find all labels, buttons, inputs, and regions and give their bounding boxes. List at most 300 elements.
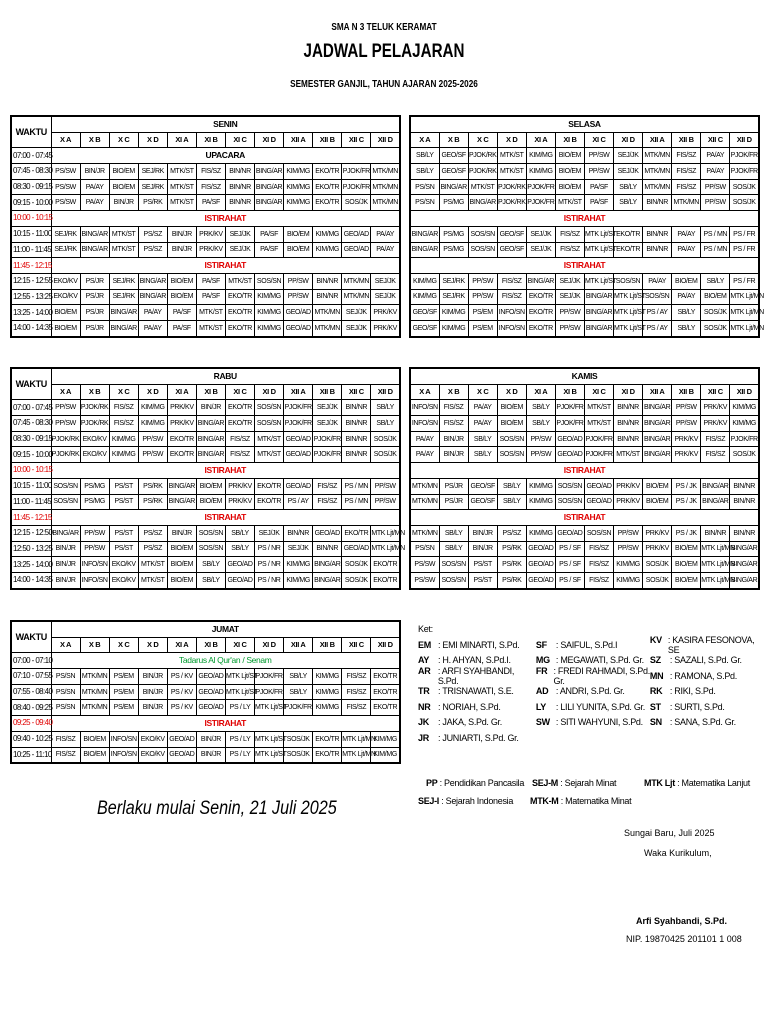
- subject-cell: BING/AR: [730, 557, 759, 573]
- subject-cell: FIS/SZ: [225, 431, 254, 447]
- teacher-name: : SAIFUL, S.Pd.I: [555, 639, 618, 650]
- abbr-code: MTK-M: [530, 796, 559, 806]
- schedule-row: [410, 164, 759, 180]
- subject-cell: BING/AR: [730, 541, 759, 557]
- subject-cell: EKO/TR: [313, 164, 342, 180]
- schedule-row: [11, 164, 400, 180]
- teacher-code: AR: [418, 665, 431, 676]
- class-header: XI B: [555, 384, 584, 400]
- legend-entry: [418, 702, 536, 712]
- subject-cell: MTK/ST: [138, 572, 167, 588]
- teacher-code: SN: [649, 717, 662, 728]
- teacher-name: : KASIRA FESONOVA, SE: [667, 634, 755, 655]
- subject-cell: PJOK/FR: [255, 684, 284, 700]
- subject-cell: GEO/AD: [526, 557, 555, 573]
- schedule-row: [410, 148, 759, 164]
- subject-cell: BIO/EM: [109, 164, 138, 180]
- subject-cell: INFO/SN: [410, 416, 439, 432]
- abbr-name: : Matematika Minat: [560, 796, 632, 806]
- subject-cell: EKO/KV: [109, 572, 138, 588]
- subject-cell: PS/RK: [138, 494, 167, 510]
- subject-cell: SEJ/RK: [439, 289, 468, 305]
- subject-cell: PRK/KV: [167, 416, 196, 432]
- subject-cell: BING/AR: [410, 242, 439, 258]
- subject-cell: PS / AY: [643, 305, 672, 321]
- legend-entry: [536, 686, 650, 696]
- subject-cell: PJOK/FR: [584, 431, 613, 447]
- subject-cell: PRK/KV: [701, 416, 730, 432]
- subject-cell: BIO/EM: [555, 179, 584, 195]
- subject-cell: SOS/JK: [284, 731, 313, 747]
- schedule-row: [11, 305, 400, 321]
- schedule-row: [410, 431, 759, 447]
- subject-cell: SEJ/JK: [284, 541, 313, 557]
- subject-cell: GEO/AD: [555, 525, 584, 541]
- class-header: XI B: [555, 132, 584, 148]
- subject-cell: PP/SW: [614, 525, 643, 541]
- subject-cell: MTK/ST: [497, 148, 526, 164]
- legend-entry: [418, 717, 536, 727]
- class-header: XI C: [584, 384, 613, 400]
- subject-cell: BIN/NR: [313, 273, 342, 289]
- subject-cell: PRK/KV: [672, 447, 701, 463]
- time-slot: 10:25 - 11:10: [11, 747, 51, 763]
- subject-cell: GEO/AD: [284, 431, 313, 447]
- subject-cell: PS/ST: [109, 541, 138, 557]
- subject-cell: GEO/SF: [439, 164, 468, 180]
- time-slot: 12:55 - 13:25: [11, 289, 51, 305]
- subject-cell: MTK Ljt/ST: [584, 242, 613, 258]
- subject-cell: EKO/KV: [138, 731, 167, 747]
- teacher-code: LY: [535, 701, 546, 712]
- abbr-name: : Sejarah Indonesia: [441, 796, 514, 806]
- class-header: X B: [439, 132, 468, 148]
- class-header: X D: [138, 384, 167, 400]
- subject-cell: FIS/SZ: [109, 400, 138, 416]
- time-slot: 10:15 - 11:00: [11, 226, 51, 242]
- day-header-row: [410, 368, 759, 384]
- subject-cell: BIO/EM: [51, 305, 80, 321]
- subject-cell: FIS/SZ: [196, 179, 225, 195]
- schedule-row: [11, 195, 400, 211]
- schedule-row: [11, 684, 400, 700]
- subject-cell: SOS/SN: [439, 557, 468, 573]
- subject-cell: MTK/ST: [196, 305, 225, 321]
- subject-cell: BIN/JR: [167, 242, 196, 258]
- subject-cell: BING/AR: [313, 557, 342, 573]
- subject-cell: BIO/EM: [497, 416, 526, 432]
- subject-cell: EKO/KV: [138, 747, 167, 763]
- class-header: XI C: [225, 637, 254, 653]
- teacher-name: : FREDI RAHMADI, S.Pd. Gr.: [553, 665, 650, 686]
- subject-cell: PA/AY: [410, 431, 439, 447]
- subject-cell: PS/SW: [51, 164, 80, 180]
- teacher-code: MN: [649, 670, 664, 681]
- schedule-row: [11, 731, 400, 747]
- day-name: KAMIS: [410, 368, 759, 384]
- subject-cell: BIN/NR: [643, 242, 672, 258]
- subject-cell: MTK/MN: [643, 148, 672, 164]
- subject-cell: SOS/JK: [730, 195, 759, 211]
- subject-cell: BIN/NR: [701, 525, 730, 541]
- legend-row: [418, 665, 758, 686]
- legend-entry: [650, 655, 758, 665]
- legend-row: [418, 634, 758, 655]
- subject-cell: MTK/MN: [410, 494, 439, 510]
- schedule-row: [410, 211, 759, 227]
- subject-cell: SB/LY: [672, 320, 701, 336]
- subject-cell: PJOK/RK: [80, 416, 109, 432]
- subject-cell: BIN/NR: [342, 416, 371, 432]
- subject-cell: SB/LY: [410, 148, 439, 164]
- subject-cell: PS/SW: [51, 179, 80, 195]
- subject-cell: PS/SW: [51, 195, 80, 211]
- subject-cell: GEO/AD: [225, 572, 254, 588]
- subject-cell: FIS/SZ: [672, 164, 701, 180]
- subject-cell: MTK Ljt/MN: [371, 541, 400, 557]
- subject-cell: FIS/SZ: [51, 747, 80, 763]
- subject-cell: PS / AY: [643, 320, 672, 336]
- subject-cell: PRK/KV: [701, 400, 730, 416]
- class-header: X D: [497, 132, 526, 148]
- subject-cell: BIO/EM: [284, 226, 313, 242]
- class-header: XII C: [701, 384, 730, 400]
- subject-cell: FIS/SZ: [196, 164, 225, 180]
- subject-cell: PS / SF: [555, 541, 584, 557]
- subject-cell: PS / JK: [672, 478, 701, 494]
- teacher-code: TR: [418, 686, 430, 697]
- subject-cell: FIS/SZ: [313, 494, 342, 510]
- class-header-row: [410, 132, 759, 148]
- subject-cell: BIO/EM: [672, 541, 701, 557]
- subject-cell: EKO/TR: [371, 572, 400, 588]
- subject-cell: PA/AY: [468, 400, 497, 416]
- subject-cell: PS/RK: [497, 557, 526, 573]
- schedule-row: [11, 716, 400, 732]
- subject-cell: PS / MN: [701, 242, 730, 258]
- subject-cell: PS / NR: [255, 557, 284, 573]
- subject-cell: PA/AY: [371, 226, 400, 242]
- subject-cell: PRK/KV: [196, 226, 225, 242]
- subject-cell: PS/EM: [468, 320, 497, 336]
- subject-cell: PRK/KV: [167, 400, 196, 416]
- class-header: X A: [51, 132, 80, 148]
- teacher-code: MG: [535, 655, 550, 666]
- subject-cell: BING/AR: [643, 400, 672, 416]
- schedule-row: [410, 557, 759, 573]
- class-header: XI C: [225, 384, 254, 400]
- subject-cell: PS / LY: [225, 700, 254, 716]
- class-header: XII A: [284, 132, 313, 148]
- class-header: XII B: [313, 384, 342, 400]
- subject-cell: KIM/MG: [313, 669, 342, 685]
- legend-row: [418, 699, 758, 715]
- subject-cell: SEJ/JK: [225, 242, 254, 258]
- subject-cell: PP/SW: [51, 400, 80, 416]
- legend-entry: [418, 640, 536, 650]
- subject-cell: PS/EM: [468, 305, 497, 321]
- subject-cell: EKO/TR: [526, 320, 555, 336]
- subject-cell: FIS/SZ: [701, 431, 730, 447]
- class-header: XI C: [225, 132, 254, 148]
- subject-cell: EKO/TR: [371, 700, 400, 716]
- subject-cell: MTK Ljt/ST: [614, 289, 643, 305]
- subject-cell: EKO/TR: [167, 447, 196, 463]
- subject-cell: PS / LY: [225, 731, 254, 747]
- legend-entry: [650, 702, 758, 712]
- subject-cell: SEJ/JK: [614, 164, 643, 180]
- subject-cell: PRK/KV: [643, 541, 672, 557]
- subject-cell: PS/SN: [51, 700, 80, 716]
- time-slot: 14:00 - 14:35: [11, 572, 51, 588]
- banner-cell: ISTIRAHAT: [410, 258, 759, 274]
- class-header: XI C: [584, 132, 613, 148]
- subject-cell: SOS/JK: [342, 195, 371, 211]
- subject-cell: BIO/EM: [643, 494, 672, 510]
- subject-cell: BIN/NR: [730, 525, 759, 541]
- subject-cell: GEO/AD: [555, 447, 584, 463]
- subject-cell: MTK/ST: [109, 242, 138, 258]
- abbr-code: SEJ-M: [532, 778, 559, 788]
- subject-cell: PA/SF: [167, 305, 196, 321]
- subject-cell: PS/ST: [468, 572, 497, 588]
- subject-cell: EKO/TR: [225, 305, 254, 321]
- subject-cell: PA/AY: [138, 320, 167, 336]
- subject-cell: BIO/EM: [167, 273, 196, 289]
- teacher-code: NR: [418, 701, 431, 712]
- subject-cell: PA/SF: [196, 195, 225, 211]
- school-name: SMA N 3 TELUK KERAMAT: [331, 22, 437, 33]
- schedule-row: [11, 494, 400, 510]
- subject-cell: BING/AR: [313, 572, 342, 588]
- subject-cell: BIN/JR: [468, 541, 497, 557]
- subject-cell: PA/AY: [371, 242, 400, 258]
- subject-cell: PJOK/FR: [730, 148, 759, 164]
- teacher-code: SF: [535, 639, 547, 650]
- subject-cell: MTK/MN: [80, 684, 109, 700]
- subject-cell: BIN/NR: [342, 400, 371, 416]
- legend-entry: [650, 717, 758, 727]
- subject-cell: SOS/SN: [468, 242, 497, 258]
- legend-entry: [536, 640, 650, 650]
- subject-cell: KIM/MG: [410, 289, 439, 305]
- subject-cell: KIM/MG: [526, 494, 555, 510]
- subject-cell: FIS/SZ: [109, 416, 138, 432]
- subject-cell: BIN/JR: [439, 447, 468, 463]
- subject-cell: BING/AR: [138, 289, 167, 305]
- subject-cell: GEO/SF: [497, 226, 526, 242]
- subject-cell: PS/SN: [410, 179, 439, 195]
- subject-cell: SOS/SN: [51, 478, 80, 494]
- subject-cell: PJOK/FR: [342, 164, 371, 180]
- subject-cell: MTK/ST: [196, 320, 225, 336]
- legend-row: [418, 684, 758, 700]
- subject-cell: SOS/SN: [555, 494, 584, 510]
- class-header-row: [11, 132, 400, 148]
- schedule-row: [11, 226, 400, 242]
- subject-cell: PS/SZ: [138, 242, 167, 258]
- subject-cell: BIO/EM: [167, 541, 196, 557]
- subject-cell: SB/LY: [497, 494, 526, 510]
- time-slot: 07:45 - 08:30: [11, 416, 51, 432]
- subject-cell: BING/AR: [167, 478, 196, 494]
- subject-cell: SB/LY: [526, 416, 555, 432]
- legend-entry: [418, 733, 538, 743]
- subject-cell: BIO/EM: [555, 148, 584, 164]
- subject-cell: PP/SW: [284, 273, 313, 289]
- subject-cell: BING/AR: [526, 273, 555, 289]
- subject-cell: SEJ/JK: [526, 226, 555, 242]
- subject-cell: SB/LY: [439, 525, 468, 541]
- subject-cell: BIN/JR: [468, 525, 497, 541]
- class-header: XII D: [371, 132, 400, 148]
- subject-cell: BING/AR: [584, 305, 613, 321]
- subject-cell: BIN/JR: [109, 195, 138, 211]
- schedule-row: [410, 226, 759, 242]
- teacher-name: : ANDRI, S.Pd. Gr.: [555, 686, 625, 697]
- subject-cell: PS/RK: [138, 195, 167, 211]
- subject-cell: EKO/KV: [80, 447, 109, 463]
- subject-cell: GEO/AD: [584, 494, 613, 510]
- waktu-header: WAKTU: [11, 621, 51, 653]
- subject-cell: MTK Ljt/MN: [701, 541, 730, 557]
- subject-cell: BING/AR: [51, 525, 80, 541]
- subject-cell: PS/MG: [439, 242, 468, 258]
- subject-cell: FIS/SZ: [555, 242, 584, 258]
- banner-cell: ISTIRAHAT: [51, 510, 400, 526]
- teacher-name: : RAMONA, S.Pd.: [669, 670, 737, 681]
- schedule-row: [11, 700, 400, 716]
- subject-cell: MTK Ljt/ST: [584, 273, 613, 289]
- subject-cell: MTK Ljt/ST: [255, 747, 284, 763]
- day-name: JUMAT: [51, 621, 400, 637]
- subject-cell: MTK Ljt/ST: [614, 320, 643, 336]
- banner-cell: ISTIRAHAT: [410, 463, 759, 479]
- subject-cell: FIS/SZ: [342, 669, 371, 685]
- subject-cell: EKO/KV: [80, 431, 109, 447]
- class-header: XI B: [196, 384, 225, 400]
- waktu-header: WAKTU: [11, 116, 51, 148]
- subject-cell: EKO/TR: [313, 731, 342, 747]
- abbr-code: PP: [426, 778, 438, 788]
- subject-cell: BIN/JR: [439, 431, 468, 447]
- subject-cell: PP/SW: [526, 447, 555, 463]
- teacher-name: : MEGAWATI, S.Pd. Gr.: [555, 655, 644, 666]
- subject-cell: MTK Ljt/ST: [255, 731, 284, 747]
- time-slot: 11:00 - 11:45: [11, 242, 51, 258]
- subject-cell: BIO/EM: [497, 400, 526, 416]
- subject-cell: SEJ/JK: [555, 289, 584, 305]
- schedule-row: [11, 148, 400, 164]
- subject-cell: PJOK/FR: [313, 431, 342, 447]
- subject-cell: SEJ/JK: [555, 273, 584, 289]
- subject-cell: BIN/JR: [138, 684, 167, 700]
- subject-cell: PA/SF: [255, 226, 284, 242]
- legend-entry: [536, 666, 650, 686]
- subject-cell: PA/SF: [196, 273, 225, 289]
- abbr-name: : Pendidikan Pancasila: [439, 778, 525, 788]
- subject-cell: KIM/MG: [313, 684, 342, 700]
- teacher-name: : SANA, S.Pd. Gr.: [669, 717, 736, 728]
- subject-cell: GEO/AD: [313, 525, 342, 541]
- subject-cell: BIN/JR: [138, 669, 167, 685]
- subject-cell: SB/LY: [614, 179, 643, 195]
- subject-cell: BIN/NR: [643, 226, 672, 242]
- subject-cell: EKO/TR: [526, 305, 555, 321]
- subject-cell: BIN/NR: [614, 431, 643, 447]
- subject-cell: SEJ/JK: [342, 305, 371, 321]
- subject-cell: BIO/EM: [167, 289, 196, 305]
- subject-cell: SB/LY: [614, 195, 643, 211]
- subject-cell: GEO/SF: [439, 148, 468, 164]
- banner-cell: Tadarus Al Qur'an / Senam: [51, 653, 400, 669]
- subject-cell: PS/MG: [439, 226, 468, 242]
- subject-cell: PP/SW: [701, 179, 730, 195]
- subject-cell: PS / SF: [555, 572, 584, 588]
- schedule-row: [11, 211, 400, 227]
- legend-entry: [536, 717, 650, 727]
- subject-cell: BING/AR: [410, 226, 439, 242]
- subject-cell: PS/ST: [109, 478, 138, 494]
- subject-cell: GEO/AD: [555, 431, 584, 447]
- subject-cell: PS/EM: [109, 669, 138, 685]
- subject-cell: KIM/MG: [255, 305, 284, 321]
- schedule-row: [410, 242, 759, 258]
- class-header: XII A: [643, 132, 672, 148]
- subject-cell: SOS/SN: [497, 447, 526, 463]
- subject-cell: FIS/SZ: [497, 289, 526, 305]
- subject-cell: BING/AR: [643, 416, 672, 432]
- teacher-name: : LILI YUNITA, S.Pd. Gr.: [555, 701, 645, 712]
- subject-cell: PP/SW: [80, 541, 109, 557]
- subject-cell: FIS/SZ: [225, 447, 254, 463]
- subject-cell: GEO/AD: [225, 557, 254, 573]
- class-header: XII D: [371, 637, 400, 653]
- subject-cell: BIO/EM: [167, 557, 196, 573]
- subject-cell: MTK/ST: [614, 447, 643, 463]
- subject-cell: SOS/JK: [643, 572, 672, 588]
- subject-cell: EKO/TR: [255, 478, 284, 494]
- subject-cell: KIM/MG: [284, 195, 313, 211]
- subject-cell: BING/AR: [255, 195, 284, 211]
- subject-cell: FIS/SZ: [439, 400, 468, 416]
- teacher-code: AY: [418, 655, 430, 666]
- subject-cell: SOS/JK: [371, 447, 400, 463]
- subject-cell: PJOK/FR: [313, 447, 342, 463]
- subject-cell: MTK/MN: [643, 179, 672, 195]
- schedule-row: [11, 289, 400, 305]
- class-header: XI A: [167, 637, 196, 653]
- subject-cell: KIM/MG: [730, 416, 759, 432]
- subject-cell: SEJ/RK: [109, 273, 138, 289]
- banner-cell: ISTIRAHAT: [410, 510, 759, 526]
- schedule-row: [410, 305, 759, 321]
- subject-cell: PS / NR: [255, 572, 284, 588]
- signer-nip: NIP. 19870425 201101 1 008: [626, 934, 742, 944]
- subject-cell: SEJ/RK: [109, 289, 138, 305]
- subject-cell: GEO/AD: [342, 541, 371, 557]
- semester-subtitle: SEMESTER GANJIL, TAHUN AJARAN 2025-2026: [290, 79, 478, 90]
- subject-cell: SB/LY: [497, 478, 526, 494]
- subject-cell: BIN/NR: [313, 289, 342, 305]
- subject-cell: EKO/TR: [225, 320, 254, 336]
- day-header-row: [11, 368, 400, 384]
- class-header: XII B: [313, 637, 342, 653]
- subject-cell: SOS/JK: [284, 747, 313, 763]
- legend-entry: [418, 666, 536, 686]
- subject-cell: BIN/NR: [643, 195, 672, 211]
- subject-cell: BIN/NR: [730, 478, 759, 494]
